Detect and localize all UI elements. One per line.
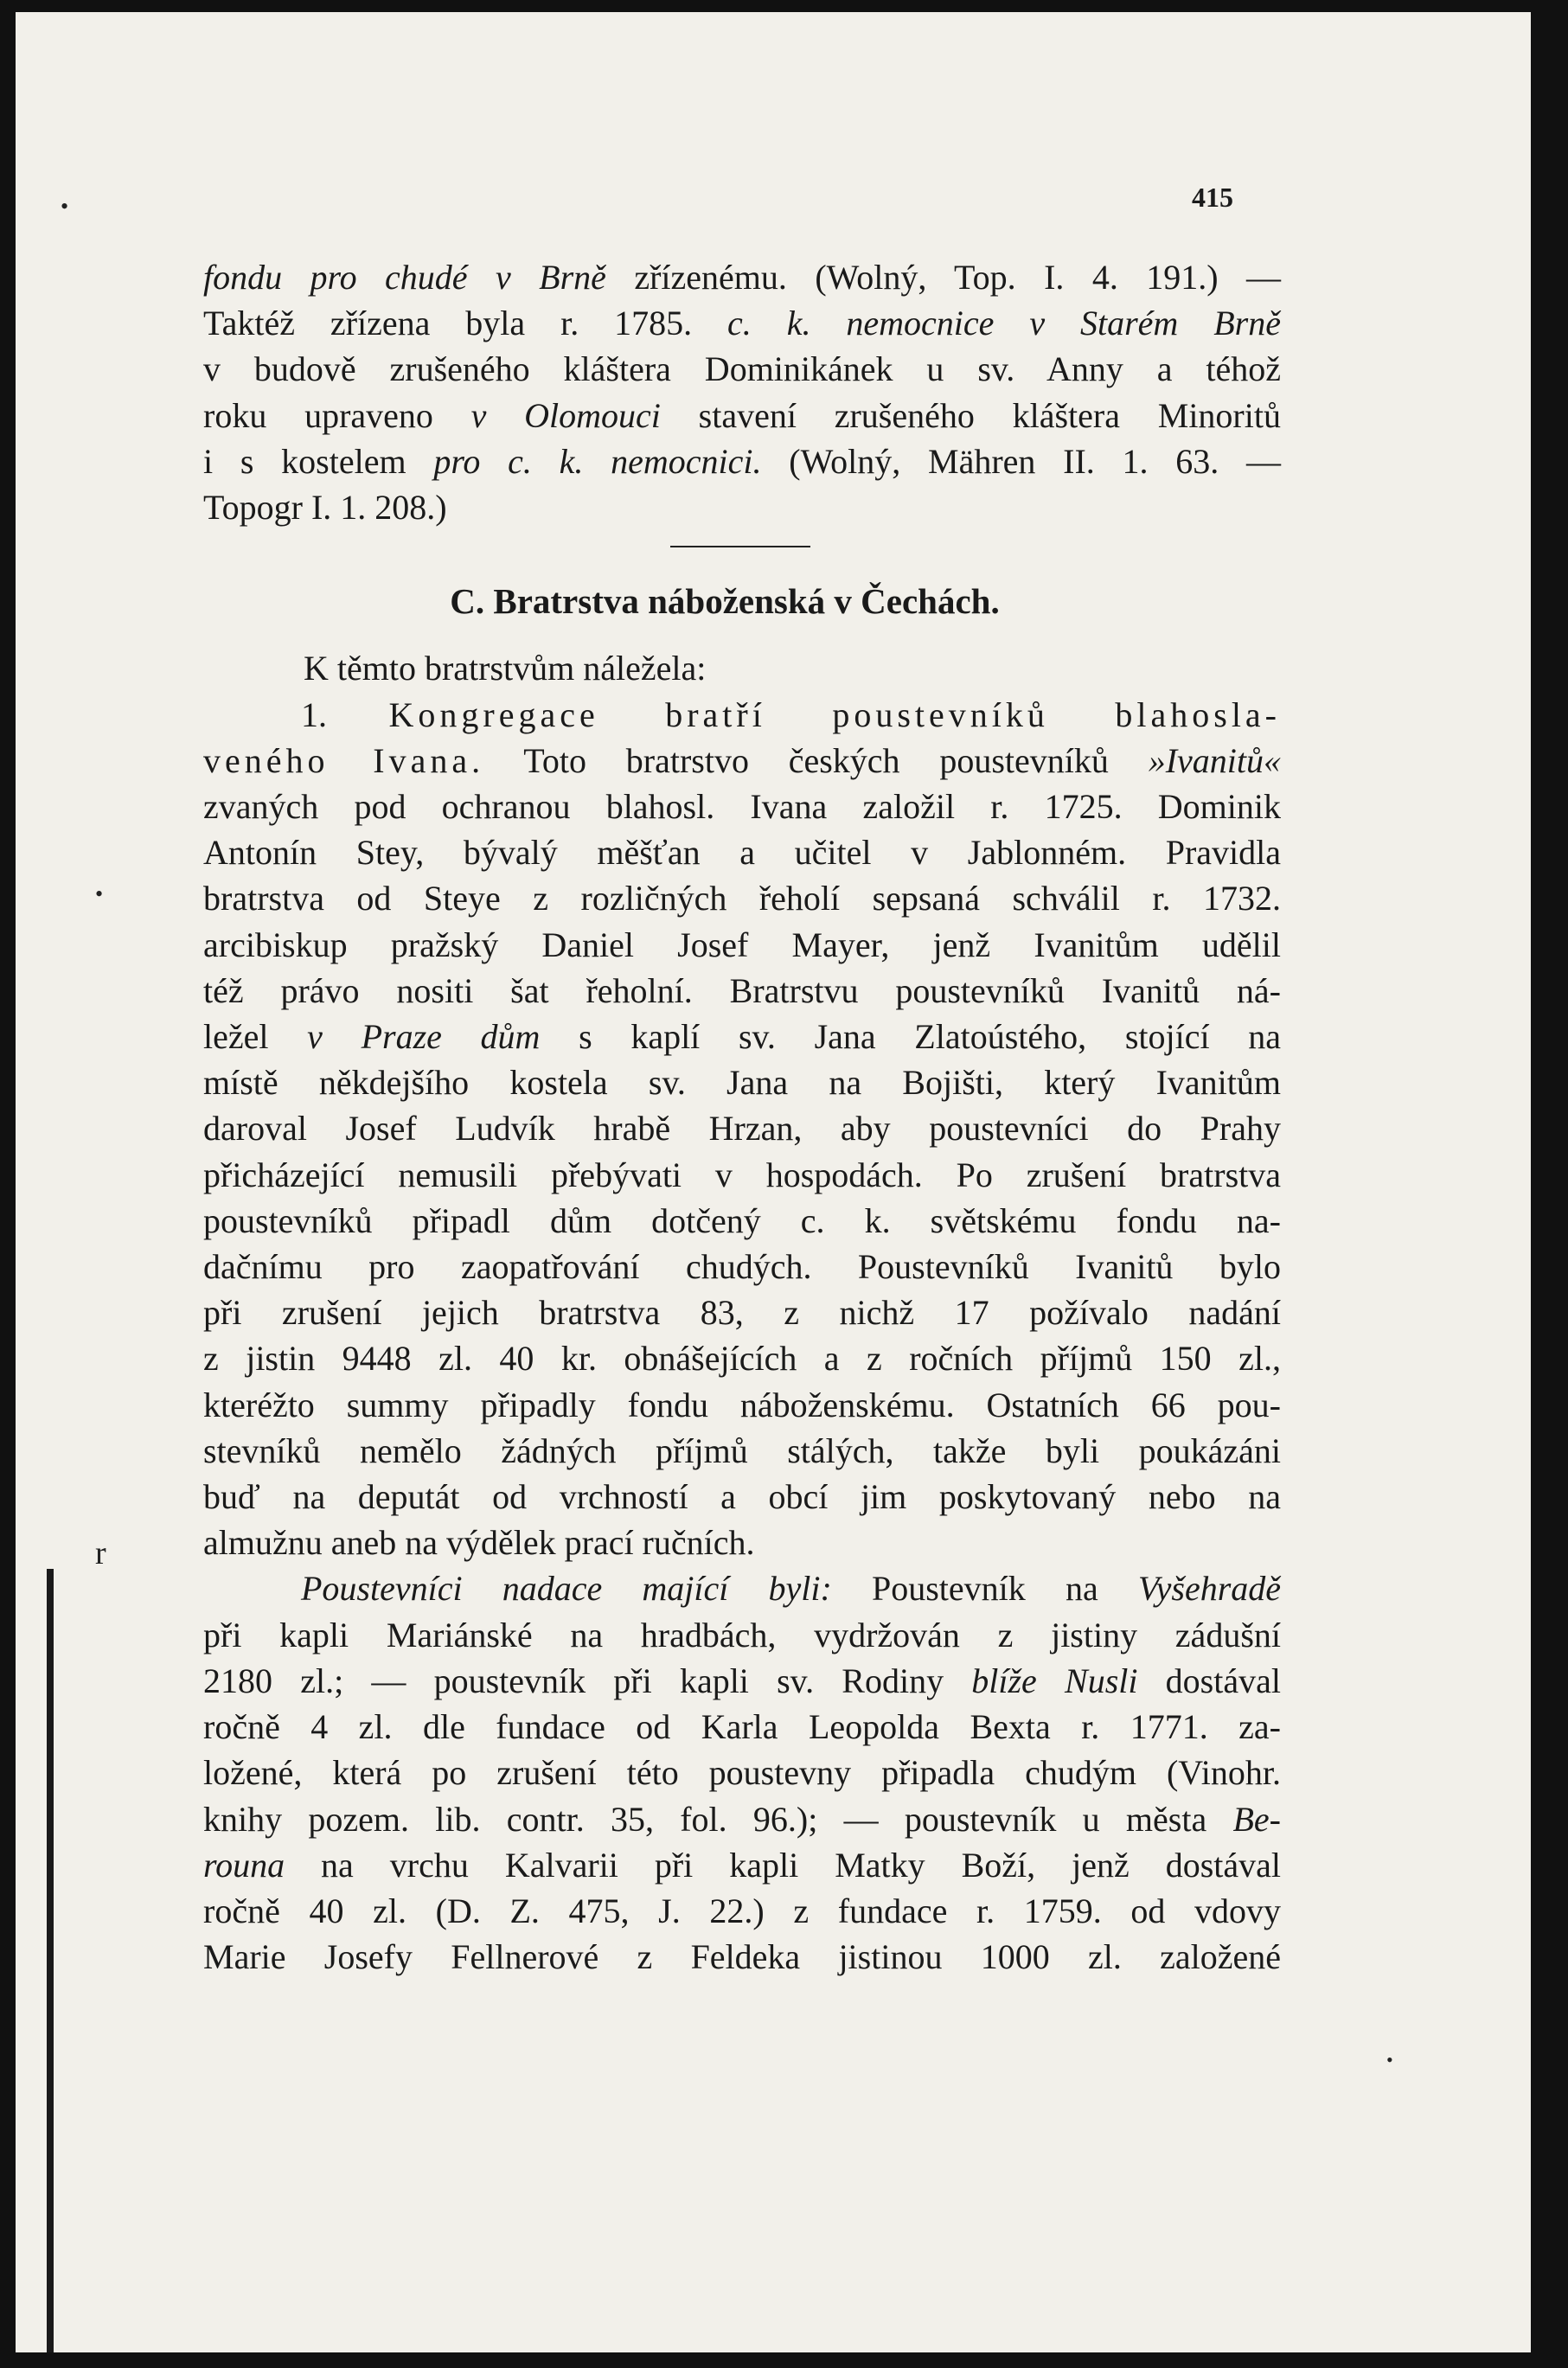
text-line: daroval Josef Ludvík hrabě Hrzan, aby poustevníci do Prahy [203, 1109, 1281, 1149]
text-line: veného Ivana. Toto bratrstvo českých poustevníků »Ivanitů« [203, 740, 1282, 780]
text-line: též právo nositi šat řeholní. Bratrstvu poustevníků Ivanitů ná- [203, 970, 1281, 1010]
body-text [203, 254, 1281, 1980]
text-line: místě někdejšího kostela sv. Jana na Bojišti, který Ivanitům [203, 1063, 1281, 1103]
text-line: Poustevníci nadace mající byli: Poustevník na Vyšehradě [301, 1569, 1282, 1609]
intro-line: K těmto bratrstvům náležela: [304, 649, 707, 688]
text-line: Taktéž zřízena byla r. 1785. c. k. nemocnice v Starém Brně [203, 304, 1281, 343]
text-line: přicházející nemusili přebývati v hospodách. Po zrušení bratrstva [203, 1155, 1281, 1194]
text-line: Marie Josefy Fellnerové z Feldeka jistinou 1000 zl. založené [203, 1937, 1281, 1977]
text-line: kteréžto summy připadly fondu náboženskému. Ostatních 66 pou- [203, 1385, 1281, 1424]
text-line: bratrstva od Steye z rozličných řeholí sepsaná schválil r. 1732. [203, 879, 1281, 918]
text-line: roku upraveno v Olomouci stavení zrušeného kláštera Minoritů [203, 395, 1281, 435]
section-divider [670, 546, 810, 547]
text-line: v budově zrušeného kláštera Dominikánek u sv. Anny a téhož [203, 349, 1281, 389]
margin-letter: r [95, 1535, 106, 1571]
text-line: při zrušení jejich bratrstva 83, z nichž 17 požívalo nadání [203, 1293, 1281, 1333]
text-line: ročně 40 zl. (D. Z. 475, J. 22.) z fundace r. 1759. od vdovy [203, 1891, 1281, 1930]
text-line: z jistin 9448 zl. 40 kr. obnášejících a z ročních příjmů 150 zl., [203, 1339, 1281, 1379]
section-heading: C. Bratrstva náboženská v Čechách. [450, 581, 1000, 622]
text-line: 2180 zl.; — poustevník při kapli sv. Rodiny blíže Nusli dostával [203, 1661, 1281, 1700]
text-line: arcibiskup pražský Daniel Josef Mayer, jenž Ivanitům udělil [203, 925, 1281, 964]
binding-edge [47, 1569, 54, 2352]
text-line: zvaných pod ochranou blahosl. Ivana založil r. 1725. Dominik [203, 787, 1281, 827]
text-line: fondu pro chudé v Brně zřízenému. (Wolný, Top. I. 4. 191.) — [203, 258, 1282, 297]
margin-dot: • [1386, 2049, 1393, 2070]
text-line: Antonín Stey, bývalý měšťan a učitel v Jablonném. Pravidla [203, 833, 1281, 873]
text-line: buď na deputát od vrchností a obcí jim poskytovaný nebo na [203, 1477, 1281, 1517]
text-line: Topogr I. 1. 208.) [203, 488, 447, 528]
text-line: ložené, která po zrušení této poustevny připadla chudým (Vinohr. [203, 1753, 1281, 1793]
text-line: ročně 4 zl. dle fundace od Karla Leopolda Bexta r. 1771. za- [203, 1707, 1281, 1747]
text-line: almužnu aneb na výdělek prací ručních. [203, 1523, 755, 1563]
margin-dot: • [95, 881, 104, 906]
text-line: 1. Kongregace bratří poustevníků blahosla- [301, 694, 1281, 734]
margin-dot: • [61, 194, 69, 219]
text-line: knihy pozem. lib. contr. 35, fol. 96.); — poustevník u města Be- [203, 1799, 1281, 1839]
text-line: rouna na vrchu Kalvarii při kapli Matky Boží, jenž dostával [203, 1845, 1281, 1885]
text-line: dačnímu pro zaopatřování chudých. Poustevníků Ivanitů bylo [203, 1247, 1281, 1287]
book-page [16, 12, 1531, 2352]
page-number: 415 [1192, 182, 1233, 213]
text-line: při kapli Mariánské na hradbách, vydržován z jistiny zádušní [203, 1615, 1281, 1654]
text-line: i s kostelem pro c. k. nemocnici. (Wolný, Mähren II. 1. 63. — [203, 441, 1282, 481]
text-line: stevníků nemělo žádných příjmů stálých, takže byli poukázáni [203, 1430, 1281, 1470]
text-line: poustevníků připadl dům dotčený c. k. světskému fondu na- [203, 1200, 1281, 1240]
text-line: ležel v Praze dům s kaplí sv. Jana Zlatoústého, stojící na [203, 1017, 1281, 1057]
